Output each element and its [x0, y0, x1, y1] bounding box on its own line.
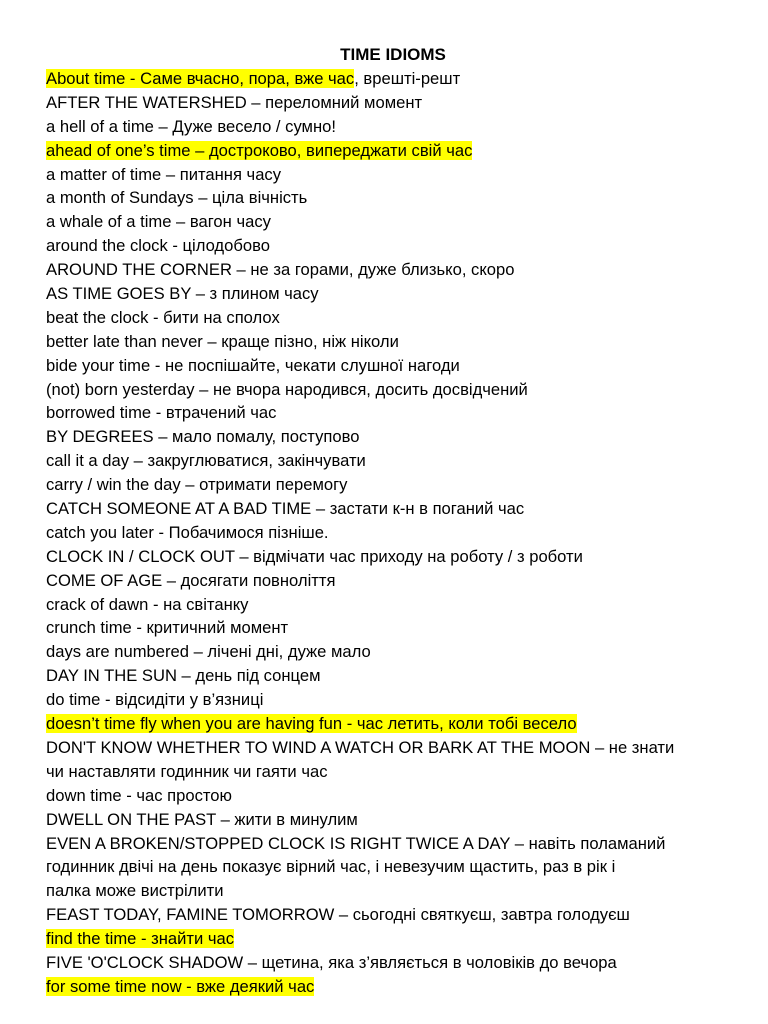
idiom-text: carry / win the day – отримати перемогу — [46, 475, 348, 495]
idiom-text: DON'T KNOW WHETHER TO WIND A WATCH OR BARK AT THE MOON – не знати — [46, 737, 675, 757]
idiom-text: BY DEGREES – мало помалу, поступово — [46, 427, 360, 447]
idiom-text: crunch time - критичний момент — [46, 618, 289, 638]
idiom-line — [46, 67, 746, 91]
idiom-line — [46, 115, 746, 139]
idiom-line — [46, 975, 746, 999]
idiom-line — [46, 163, 746, 187]
idiom-line — [46, 210, 746, 234]
idiom-line — [46, 354, 746, 378]
idiom-line — [46, 712, 746, 736]
idiom-line — [46, 330, 746, 354]
idiom-line — [46, 282, 746, 306]
idiom-line — [46, 879, 746, 903]
idiom-line — [46, 951, 746, 975]
idiom-line — [46, 736, 746, 760]
idiom-list — [46, 67, 746, 999]
idiom-line — [46, 258, 746, 282]
idiom-text: borrowed time - втрачений час — [46, 403, 277, 423]
idiom-line — [46, 640, 746, 664]
idiom-line — [46, 903, 746, 927]
idiom-line — [46, 545, 746, 569]
idiom-line — [46, 521, 746, 545]
idiom-text: AFTER THE WATERSHED – переломний момент — [46, 92, 423, 112]
idiom-text: a matter of time – питання часу — [46, 164, 282, 184]
idiom-text: a hell of a time – Дуже весело / сумно! — [46, 116, 336, 136]
idiom-text: bide your time - не поспішайте, чекати слушної нагоди — [46, 355, 460, 375]
idiom-line — [46, 927, 746, 951]
idiom-line — [46, 91, 746, 115]
idiom-line — [46, 425, 746, 449]
idiom-text: COME OF AGE – досягати повноліття — [46, 570, 336, 590]
idiom-line — [46, 616, 746, 640]
idiom-line — [46, 473, 746, 497]
idiom-text: catch you later - Побачимося пізніше. — [46, 522, 329, 542]
idiom-line — [46, 234, 746, 258]
idiom-text: AS TIME GOES BY – з плином часу — [46, 284, 319, 304]
highlighted-text: find the time - знайти час — [46, 929, 235, 949]
idiom-line — [46, 569, 746, 593]
idiom-text: (not) born yesterday – не вчора народився, досить досвідчений — [46, 379, 528, 399]
idiom-text: a whale of a time – вагон часу — [46, 212, 271, 232]
idiom-line — [46, 497, 746, 521]
idiom-text: DAY IN THE SUN – день під сонцем — [46, 666, 321, 686]
idiom-text: crack of dawn - на світанку — [46, 594, 249, 614]
idiom-text: beat the clock - бити на сполох — [46, 307, 280, 327]
idiom-text: call it a day – закруглюватися, закінчувати — [46, 451, 366, 471]
idiom-line — [46, 855, 746, 879]
document-title: TIME IDIOMS — [340, 45, 446, 64]
idiom-text: палка може вистрілити — [46, 881, 224, 901]
idiom-line — [46, 306, 746, 330]
idiom-line — [46, 593, 746, 617]
highlighted-text: About time - Саме вчасно, пора, вже час — [46, 69, 355, 88]
idiom-text: FIVE 'O'CLOCK SHADOW – щетина, яка з’являється в чоловіків до вечора — [46, 952, 617, 972]
idiom-line — [46, 186, 746, 210]
highlighted-text: for some time now - вже деякий час — [46, 976, 315, 996]
idiom-text: better late than never – краще пізно, ніж ніколи — [46, 331, 399, 351]
idiom-text: do time - відсидіти у в’язниці — [46, 690, 264, 710]
idiom-text: CATCH SOMEONE AT A BAD TIME – застати к-н в поганий час — [46, 499, 525, 519]
idiom-text: a month of Sundays – ціла вічність — [46, 188, 308, 208]
idiom-text: DWELL ON THE PAST – жити в минулим — [46, 809, 358, 829]
highlighted-text: doesn’t time fly when you are having fun - час летить, коли тобі весело — [46, 714, 577, 734]
idiom-line — [46, 832, 746, 856]
idiom-text: , врешті-решт — [354, 69, 461, 88]
idiom-line — [46, 449, 746, 473]
idiom-text: FEAST TODAY, FAMINE TOMORROW – сьогодні святкуєш, завтра голодуєш — [46, 905, 630, 925]
idiom-line — [46, 808, 746, 832]
idiom-text: чи наставляти годинник чи гаяти час — [46, 761, 328, 781]
highlighted-text: ahead of one’s time – достроково, випереджати свій час — [46, 140, 473, 160]
idiom-line — [46, 760, 746, 784]
idiom-line — [46, 401, 746, 425]
idiom-line — [46, 139, 746, 163]
idiom-text: down time - час простою — [46, 785, 232, 805]
idiom-line — [46, 688, 746, 712]
idiom-line — [46, 784, 746, 808]
idiom-text: CLOCK IN / CLOCK OUT – відмічати час приходу на роботу / з роботи — [46, 546, 583, 566]
idiom-text: EVEN A BROKEN/STOPPED CLOCK IS RIGHT TWICE A DAY – навіть поламаний — [46, 833, 666, 853]
idiom-text: around the clock - цілодобово — [46, 236, 270, 256]
idiom-text: AROUND THE CORNER – не за горами, дуже близько, скоро — [46, 260, 515, 280]
idiom-line — [46, 664, 746, 688]
idiom-line — [46, 378, 746, 402]
idiom-text: days are numbered – лічені дні, дуже мало — [46, 642, 371, 662]
idiom-text: годинник двічі на день показує вірний час, і невезучим щастить, раз в рік і — [46, 857, 616, 877]
